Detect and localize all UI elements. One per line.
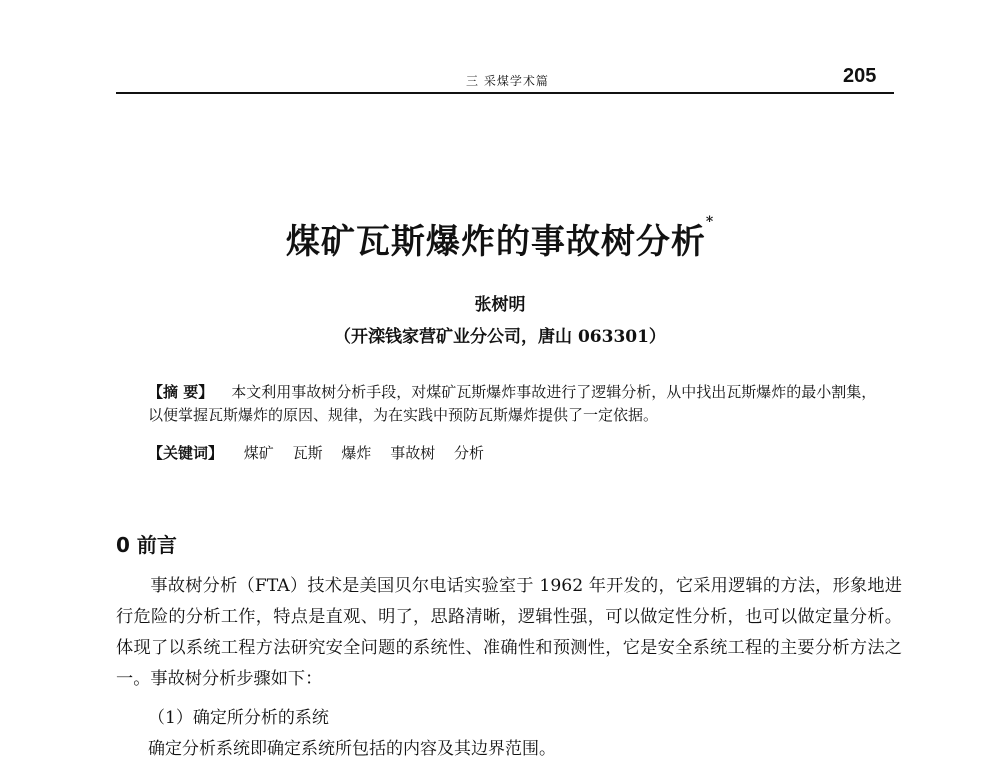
- keyword: 事故树: [390, 444, 436, 462]
- body-paragraph: [116, 571, 902, 695]
- author-affiliation: （开滦钱家营矿业分公司，唐山 063301）: [334, 327, 666, 347]
- title-footnote-mark: *: [705, 214, 715, 230]
- step-description: 确定分析系统即确定系统所包括的内容及其边界范围。: [148, 739, 556, 759]
- keyword: 瓦斯: [292, 444, 323, 462]
- keyword: 分析: [453, 444, 484, 462]
- abstract-text: 本文利用事故树分析手段，对煤矿瓦斯爆炸事故进行了逻辑分析，从中找出瓦斯爆炸的最小割集，以便掌握瓦斯爆炸的原因、规律，为在实践中预防瓦斯爆炸提供了一定依据。: [148, 383, 877, 424]
- header-rule: [116, 92, 894, 94]
- paper-title-text: 煤矿瓦斯爆炸的事故树分析: [285, 222, 706, 262]
- intro-paragraph: 事故树分析（FTA）技术是美国贝尔电话实验室于 1962 年开发的，它采用逻辑的方法，形象地进行危险的分析工作，特点是直观、明了，思路清晰，逻辑性强，可以做定性分析，也可以做定量分析。体现了以系统工程方法研究安全问题的系统性、准确性和预测性，它是安全系统工程的主要分析方法之一。事故树分析步骤如下：: [116, 576, 902, 689]
- header-section-label: 三 采煤学术篇: [466, 74, 549, 88]
- section-heading: 0 前言: [116, 533, 177, 557]
- keyword: 爆炸: [341, 444, 372, 462]
- keyword: 煤矿: [243, 444, 274, 462]
- step-item: （1）确定所分析的系统: [148, 708, 329, 728]
- author-name: 张树明: [474, 295, 526, 315]
- page-number: 205: [843, 65, 877, 87]
- paper-title: [0, 214, 1000, 263]
- keywords-label: 【关键词】: [148, 444, 224, 462]
- abstract: [148, 381, 878, 427]
- abstract-label: 【摘 要】: [148, 383, 214, 401]
- keywords: [148, 442, 498, 463]
